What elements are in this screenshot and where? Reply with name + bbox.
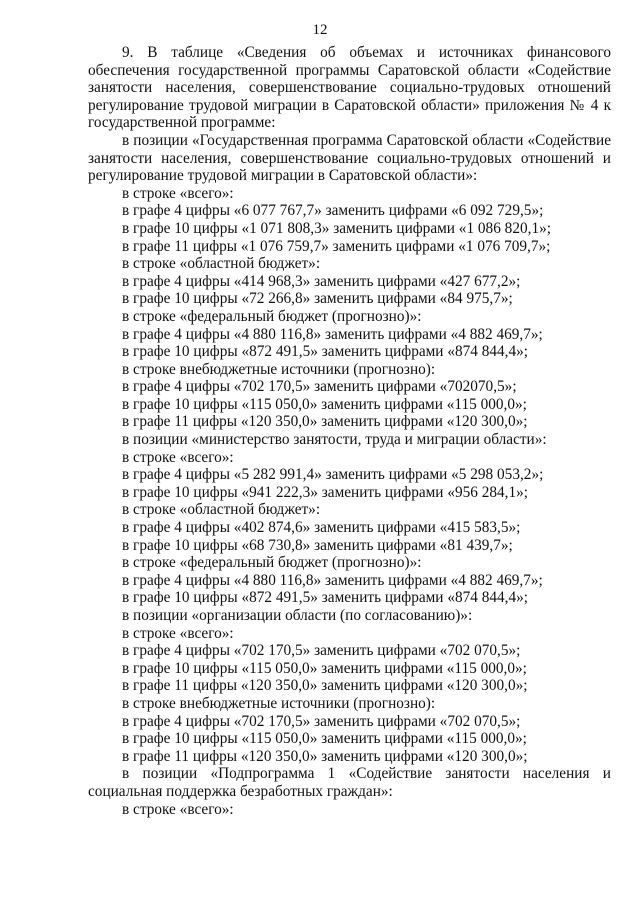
text-line: в графе 4 цифры «4 880 116,8» заменить цифрами «4 882 469,7»;: [122, 571, 543, 589]
text-line: в строке внебюджетные источники (прогнозно):: [122, 694, 436, 712]
text-line: в графе 4 цифры «402 874,6» заменить цифрами «415 583,5»;: [122, 519, 521, 537]
text-line: в строке «федеральный бюджет (прогнозно)»:: [122, 307, 422, 325]
paragraph-intro: 9. В таблице «Сведения об объемах и источниках финансового обеспечения государственной программы Саратовской области «Содействие занятости населения, совершенствование социально-трудовых отношений регулирование трудовой миграции в Саратовской области» приложения № 4 к государственной программе:: [88, 44, 611, 132]
text-line: в графе 10 цифры «68 730,8» заменить цифрами «81 439,7»;: [122, 536, 513, 554]
text-line: в графе 4 цифры «702 170,5» заменить цифрами «702 070,5»;: [122, 712, 521, 730]
text-line: в графе 10 цифры «115 050,0» заменить цифрами «115 000,0»;: [122, 659, 527, 677]
text-line: в графе 4 цифры «702 170,5» заменить цифрами «702070,5»;: [122, 378, 517, 396]
text-line: в строке «федеральный бюджет (прогнозно)»:: [122, 554, 422, 572]
text-line: в графе 11 цифры «120 350,0» заменить цифрами «120 300,0»;: [122, 747, 528, 765]
paragraph-subprogram-position: в позиции «Подпрограмма 1 «Содействие занятости населения и социальная поддержка безработных граждан»:: [88, 765, 611, 800]
text-line: в строке «всего»:: [122, 800, 234, 818]
text-line: в графе 11 цифры «1 076 759,7» заменить цифрами «1 076 709,7»;: [122, 237, 551, 255]
text-line: в графе 11 цифры «120 350,0» заменить цифрами «120 300,0»;: [122, 677, 528, 695]
text-line: в графе 4 цифры «702 170,5» заменить цифрами «702 070,5»;: [122, 642, 521, 660]
text-line: в строке «областной бюджет»:: [122, 501, 321, 519]
text-line: в строке «всего»:: [122, 448, 234, 466]
text-line: в графе 10 цифры «1 071 808,3» заменить цифрами «1 086 820,1»;: [122, 219, 551, 237]
document-body: [88, 44, 611, 818]
text-line: в графе 10 цифры «115 050,0» заменить цифрами «115 000,0»;: [122, 730, 527, 748]
text-line: в графе 11 цифры «120 350,0» заменить цифрами «120 300,0»;: [122, 413, 528, 431]
text-line: в позиции «организации области (по согласованию)»:: [122, 607, 473, 624]
text-line: в графе 4 цифры «414 968,3» заменить цифрами «427 677,2»;: [122, 272, 521, 290]
text-line: в графе 4 цифры «5 282 991,4» заменить цифрами «5 298 053,2»;: [122, 466, 544, 484]
text-line: в позиции «министерство занятости, труда и миграции области»:: [122, 431, 547, 449]
text-line: в графе 10 цифры «115 050,0» заменить цифрами «115 000,0»;: [122, 395, 527, 413]
text-line: в графе 4 цифры «6 077 767,7» заменить цифрами «6 092 729,5»;: [122, 202, 544, 220]
page-number: 12: [312, 22, 328, 38]
text-line: в строке «всего»:: [122, 184, 234, 202]
text-line: в графе 10 цифры «72 266,8» заменить цифрами «84 975,7»;: [122, 290, 513, 308]
text-line: в строке «областной бюджет»:: [122, 255, 321, 273]
text-line: в строке «всего»:: [122, 624, 234, 642]
text-line: в графе 4 цифры «4 880 116,8» заменить цифрами «4 882 469,7»;: [122, 325, 543, 343]
text-line: в графе 10 цифры «872 491,5» заменить цифрами «874 844,4»;: [122, 589, 529, 607]
text-line: в строке внебюджетные источники (прогнозно):: [122, 360, 436, 378]
paragraph-program-position: в позиции «Государственная программа Саратовской области «Содействие занятости населения, совершенствование социально-трудовых отношений и регулирование трудовой миграции в Саратовской области»:: [88, 131, 611, 185]
text-line: в графе 10 цифры «941 222,3» заменить цифрами «956 284,1»;: [122, 483, 529, 501]
text-line: в графе 10 цифры «872 491,5» заменить цифрами «874 844,4»;: [122, 343, 529, 361]
